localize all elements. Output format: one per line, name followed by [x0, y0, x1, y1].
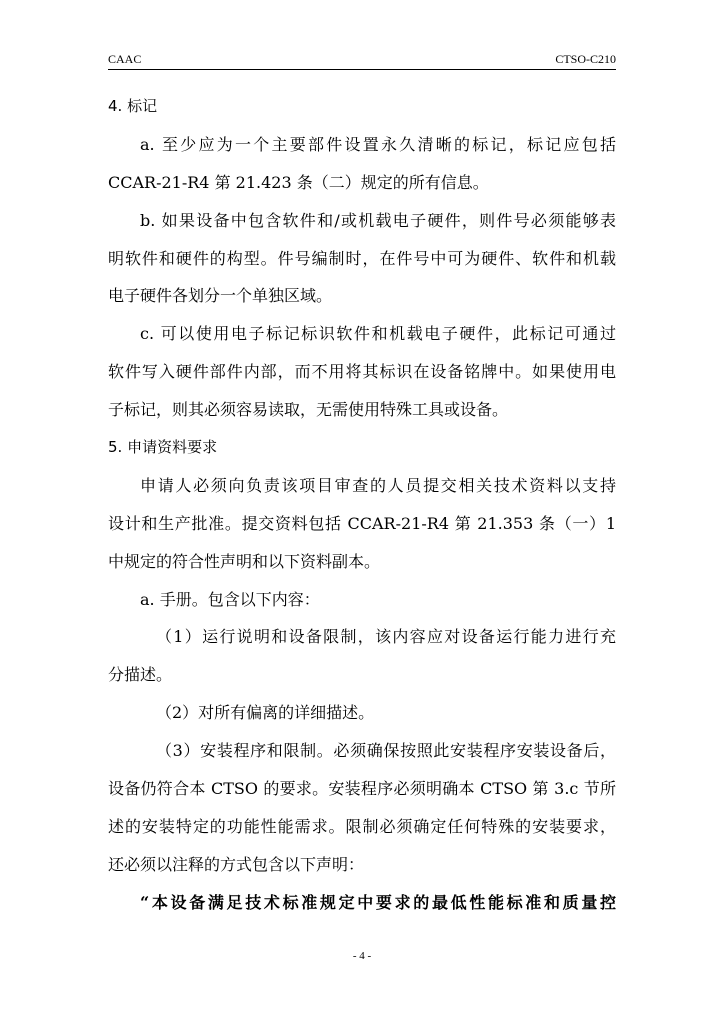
- paragraph-line: 申请人必须向负责该项目审查的人员提交相关技术资料以支持: [140, 475, 616, 495]
- quoted-statement-line: “本设备满足技术标准规定中要求的最低性能标准和质量控: [140, 892, 616, 912]
- paragraph-line: c. 可以使用电子标记标识软件和机载电子硬件，此标记可通过: [140, 324, 616, 344]
- page-header: [108, 52, 616, 70]
- paragraph-line: 明软件和硬件的构型。件号编制时，在件号中可为硬件、软件和机载: [108, 248, 616, 268]
- paragraph-line: 子标记，则其必须容易读取，无需使用特殊工具或设备。: [108, 400, 509, 420]
- paragraph-line: 述的安装特定的功能性能需求。限制必须确定任何特殊的安装要求，: [108, 816, 616, 836]
- paragraph-line: 还必须以注释的方式包含以下声明：: [108, 854, 365, 874]
- section-heading-application-data: 5. 申请资料要求: [108, 438, 218, 457]
- subsection-heading-manual: a. 手册。包含以下内容：: [140, 589, 320, 609]
- paragraph-line: 电子硬件各划分一个单独区域。: [108, 286, 333, 306]
- header-right-label: CTSO-C210: [555, 52, 616, 66]
- paragraph-line: a. 至少应为一个主要部件设置永久清晰的标记，标记应包括: [140, 134, 616, 154]
- header-left-label: CAAC: [108, 52, 142, 66]
- paragraph-line: 设备仍符合本 CTSO 的要求。安装程序必须明确本 CTSO 第 3.c 节所: [108, 779, 616, 799]
- paragraph-line: （1）运行说明和设备限制，该内容应对设备运行能力进行充: [156, 627, 616, 647]
- paragraph-line: 分描述。: [108, 665, 173, 685]
- paragraph-line: （3）安装程序和限制。必须确保按照此安装程序安装设备后，: [156, 741, 616, 761]
- paragraph-line: 软件写入硬件部件内部，而不用将其标识在设备铭牌中。如果使用电: [108, 362, 616, 382]
- paragraph-line: （2）对所有偏离的详细描述。: [156, 703, 375, 723]
- paragraph-line: 中规定的符合性声明和以下资料副本。: [108, 551, 381, 571]
- section-heading-marking: 4. 标记: [108, 97, 158, 115]
- document-body: [108, 88, 616, 922]
- paragraph-line: 设计和生产批准。提交资料包括 CCAR-21-R4 第 21.353 条（一）1: [108, 513, 616, 533]
- paragraph-line: CCAR-21-R4 第 21.423 条（二）规定的所有信息。: [108, 172, 489, 192]
- header-divider: [108, 69, 616, 70]
- paragraph-line: b. 如果设备中包含软件和/或机载电子硬件，则件号必须能够表: [140, 210, 616, 230]
- page-number: - 4 -: [352, 950, 372, 962]
